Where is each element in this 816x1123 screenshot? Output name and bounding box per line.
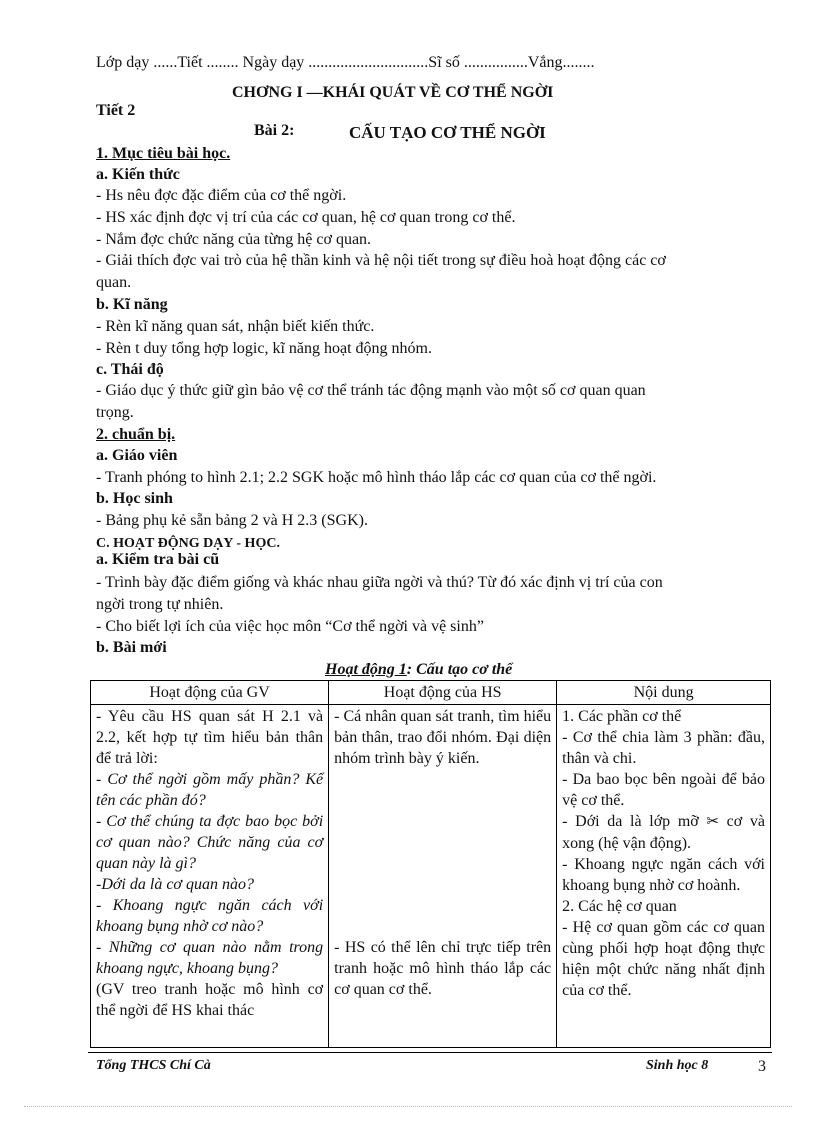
content-item: 2. Các hệ cơ quan xyxy=(562,898,677,915)
hs-spacer xyxy=(334,769,551,937)
content-item: 1. Các phần cơ thể xyxy=(562,708,682,725)
gv-item: (GV treo tranh hoặc mô hình cơ thể ngời để HS khai thác xyxy=(96,981,324,1019)
content-item: - Hệ cơ quan gồm các cơ quan cùng phối hợp hoạt động thực hiện một chức năng nhất định của cơ thể. xyxy=(562,919,765,999)
hs-item: - HS có thể lên chỉ trực tiếp trên tranh hoặc mô hình tháo lắp các cơ quan cơ thể. xyxy=(334,939,552,998)
footer-school: Tổng THCS Chí Cà xyxy=(96,1058,211,1073)
period-label: Tiết 2 xyxy=(96,102,136,119)
gv-cell xyxy=(91,705,329,1048)
gv-item: - Yêu cầu HS quan sát H 2.1 và 2.2, kết hợp tự tìm hiểu bản thân để trả lời: xyxy=(96,708,324,767)
skills-line: - Rèn t duy tổng hợp logic, kĩ năng hoạt động nhóm. xyxy=(96,340,432,357)
gv-question: -Dới da là cơ quan nào? xyxy=(96,876,254,893)
new-lesson-heading: b. Bài mới xyxy=(96,639,167,656)
review-line: - Cho biết lợi ích của việc học môn “Cơ thể ngời và vệ sinh” xyxy=(96,618,484,635)
attitude-line: - Giáo dục ý thức giữ gìn bảo vệ cơ thể tránh tác động mạnh vào một số cơ quan quan xyxy=(96,382,646,399)
gv-question: - Những cơ quan nào nằm trong khoang ngực, khoang bụng? xyxy=(96,939,324,977)
section-preparation-heading: 2. chuẩn bị. xyxy=(96,426,176,443)
skills-line: - Rèn kĩ năng quan sát, nhận biết kiến thức. xyxy=(96,318,375,335)
teacher-heading: a. Giáo viên xyxy=(96,447,178,464)
lesson-label: Bài 2: xyxy=(254,122,295,139)
section-objectives-heading: 1. Mục tiêu bài học. xyxy=(96,145,231,162)
column-header-gv: Hoạt động của GV xyxy=(91,681,329,705)
footer-subject: Sinh học 8 xyxy=(646,1058,709,1073)
gv-question: - Khoang ngực ngăn cách với khoang bụng nhờ cơ nào? xyxy=(96,897,324,935)
lesson-title: CẤU TẠO CƠ THỂ NGỜI xyxy=(349,123,546,142)
activity-title-rest: : Cấu tạo cơ thể xyxy=(406,661,513,678)
knowledge-line: - HS xác định đợc vị trí của các cơ quan, hệ cơ quan trong cơ thể. xyxy=(96,209,516,226)
chapter-title: CHƠNG I —KHÁI QUÁT VỀ CƠ THỂ NGỜI xyxy=(232,84,554,101)
activity-title-label: Hoạt động 1 xyxy=(325,661,407,678)
teacher-line: - Tranh phóng to hình 2.1; 2.2 SGK hoặc mô hình tháo lắp các cơ quan của cơ thể ngời. xyxy=(96,469,657,486)
table-header-row xyxy=(91,681,771,705)
activity-table xyxy=(90,680,771,1048)
page-edge-divider xyxy=(24,1106,792,1107)
knowledge-line: - Nắm đợc chức năng của từng hệ cơ quan. xyxy=(96,231,372,248)
knowledge-line: - Giải thích đợc vai trò của hệ thần kinh và hệ nội tiết trong sự điều hoà hoạt động các cơ xyxy=(96,252,666,269)
student-heading: b. Học sinh xyxy=(96,490,173,507)
content-item xyxy=(562,811,765,854)
knowledge-line: - Hs nêu đợc đặc điểm của cơ thể ngời. xyxy=(96,187,347,204)
column-header-content: Nội dung xyxy=(557,681,771,705)
knowledge-heading: a. Kiến thức xyxy=(96,166,180,183)
content-item-text: - Dới da là lớp mỡ xyxy=(562,813,699,830)
review-line: - Trình bày đặc điểm giống và khác nhau giữa ngời và thú? Từ đó xác định vị trí của con xyxy=(96,574,663,591)
section-activities-heading: C. HOẠT ĐỘNG DẠY - HỌC. xyxy=(96,536,280,551)
content-item: - Cơ thể chia làm 3 phần: đầu, thân và chi. xyxy=(562,729,765,767)
review-heading: a. Kiểm tra bài cũ xyxy=(96,551,220,568)
hs-cell xyxy=(329,705,557,1048)
content-cell xyxy=(557,705,771,1048)
content-item: - Khoang ngực ngăn cách với khoang bụng nhờ cơ hoành. xyxy=(562,856,765,894)
review-line: ngời trong tự nhiên. xyxy=(96,596,224,613)
content-item-text: cơ và xong (hệ vận động). xyxy=(562,813,766,852)
scissors-icon: ✂ xyxy=(706,814,719,830)
page-number: 3 xyxy=(758,1058,766,1075)
skills-heading: b. Kĩ năng xyxy=(96,296,168,313)
column-header-hs: Hoạt động của HS xyxy=(329,681,557,705)
class-info-line: Lớp dạy ......Tiết ........ Ngày dạy ..............................Sĩ số ................Vắng........ xyxy=(96,54,595,71)
gv-question: - Cơ thể chúng ta đợc bao bọc bởi cơ quan nào? Chức năng của cơ quan này là gì? xyxy=(96,813,324,872)
table-row xyxy=(91,705,771,1048)
gv-question: - Cơ thể ngời gồm mấy phần? Kể tên các phần đó? xyxy=(96,771,324,809)
footer-divider xyxy=(88,1052,772,1053)
student-line: - Bảng phụ kẻ sẵn bảng 2 và H 2.3 (SGK). xyxy=(96,512,368,529)
content-item: - Da bao bọc bên ngoài để bảo vệ cơ thể. xyxy=(562,771,765,809)
attitude-line: trọng. xyxy=(96,404,134,421)
knowledge-line: quan. xyxy=(96,274,132,291)
attitude-heading: c. Thái độ xyxy=(96,361,164,378)
activity-title xyxy=(325,660,512,680)
hs-item: - Cá nhân quan sát tranh, tìm hiểu bản thân, trao đổi nhóm. Đại diện nhóm trình bày ý kiến. xyxy=(334,708,552,767)
